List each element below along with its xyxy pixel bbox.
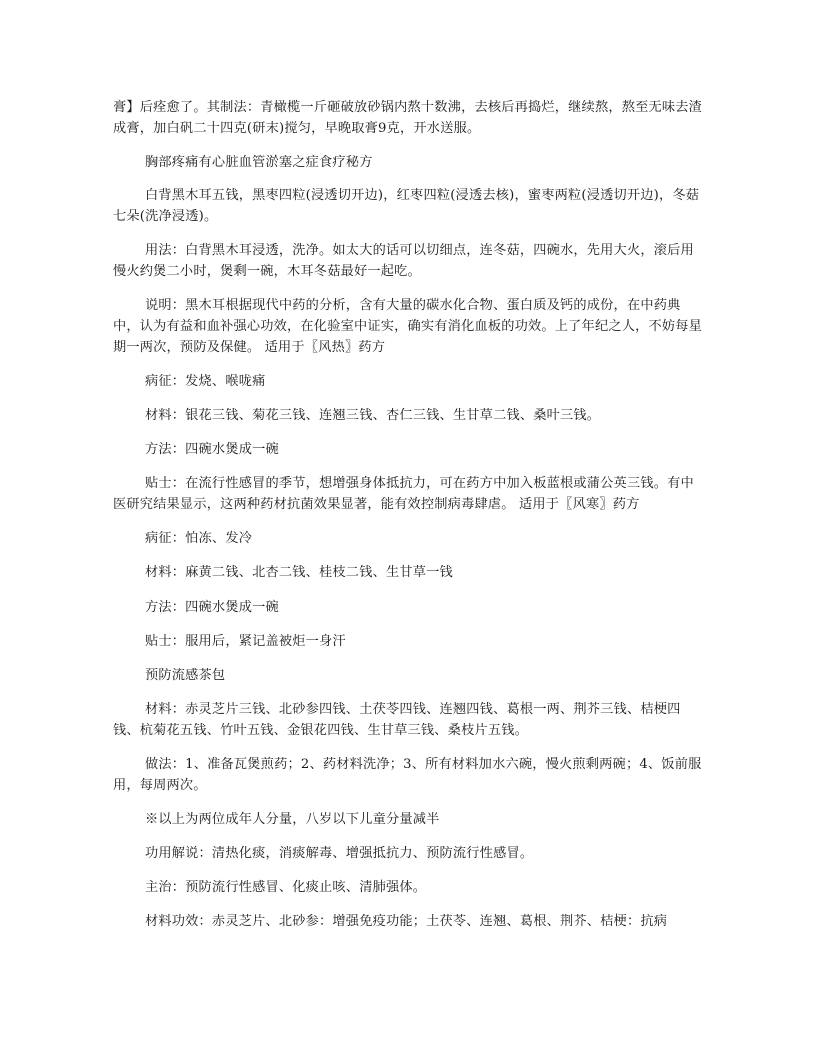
paragraph-8: 方法：四碗水煲成一碗	[145, 442, 279, 457]
paragraph-3: 白背黑木耳五钱，黑枣四粒(浸透切开边)，红枣四粒(浸透去核)，蜜枣两粒(浸透切开边)，冬菇七朵(洗净浸透)。	[113, 188, 700, 224]
paragraph-6: 病征：发烧、喉咙痛	[145, 374, 266, 389]
paragraph-5: 说明：黑木耳根据现代中药的分析，含有大量的碳水化合物、蛋白质及钙的成份，在中药典中，认为有益和血补强心功效，在化验室中证实，确实有消化血板的功效。上了年纪之人，不妨每星期一两次，预防及保健。 适用于〖风热〗药方	[113, 298, 703, 355]
paragraph-11: 材料：麻黄二钱、北杏二钱、桂枝二钱、生甘草一钱	[145, 565, 453, 580]
paragraph-2: 胸部疼痛有心脏血管淤塞之症食疗秘方	[145, 155, 373, 170]
paragraph-12: 方法：四碗水煲成一碗	[145, 600, 279, 615]
paragraph-18: 功用解说：清热化痰，消痰解毒、增强抵抗力、预防流行性感冒。	[145, 846, 534, 861]
paragraph-20: 材料功效：赤灵芝片、北砂参：增强免疫功能；土茯苓、连翘、葛根、荆芥、桔梗：抗病	[145, 914, 668, 929]
paragraph-13: 贴士：服用后，紧记盖被炬一身汗	[145, 634, 346, 649]
paragraph-17: ※以上为两位成年人分量，八岁以下儿童分量减半	[145, 812, 440, 827]
paragraph-4: 用法：白背黑木耳浸透，洗净。如太大的话可以切细点，连冬菇，四碗水，先用大火，滚后用慢火约煲二小时，煲剩一碗，木耳冬菇最好一起吃。	[113, 243, 694, 279]
paragraph-14: 预防流感茶包	[145, 668, 226, 683]
paragraph-10: 病征：怕冻、发冷	[145, 531, 253, 546]
paragraph-1: 膏】后痊愈了。其制法：青橄榄一斤砸破放砂锅内熬十数沸，去核后再捣烂，继续熬，熬至无味去渣成膏，加白矾二十四克(研末)搅匀，早晚取膏9克，开水送服。	[113, 100, 703, 136]
paragraph-16: 做法：1、准备瓦煲煎药；2、药材料洗净；3、所有材料加水六碗，慢火煎剩两碗；4、饭前服用，每周两次。	[113, 757, 702, 793]
paragraph-19: 主治：预防流行性感冒、化痰止咳、清肺强体。	[145, 880, 427, 895]
paragraph-7: 材料：银花三钱、菊花三钱、连翘三钱、杏仁三钱、生甘草二钱、桑叶三钱。	[145, 408, 601, 423]
paragraph-15: 材料：赤灵芝片三钱、北砂参四钱、土茯苓四钱、连翘四钱、葛根一两、荆芥三钱、桔梗四钱、杭菊花五钱、竹叶五钱、金银花四钱、生甘草三钱、桑枝片五钱。	[113, 702, 681, 738]
paragraph-9: 贴士：在流行性感冒的季节，想增强身体抵抗力，可在药方中加入板蓝根或蒲公英三钱。有中医研究结果显示，这两种药材抗菌效果显著，能有效控制病毒肆虐。 适用于〖风寒〗药方	[113, 476, 694, 512]
